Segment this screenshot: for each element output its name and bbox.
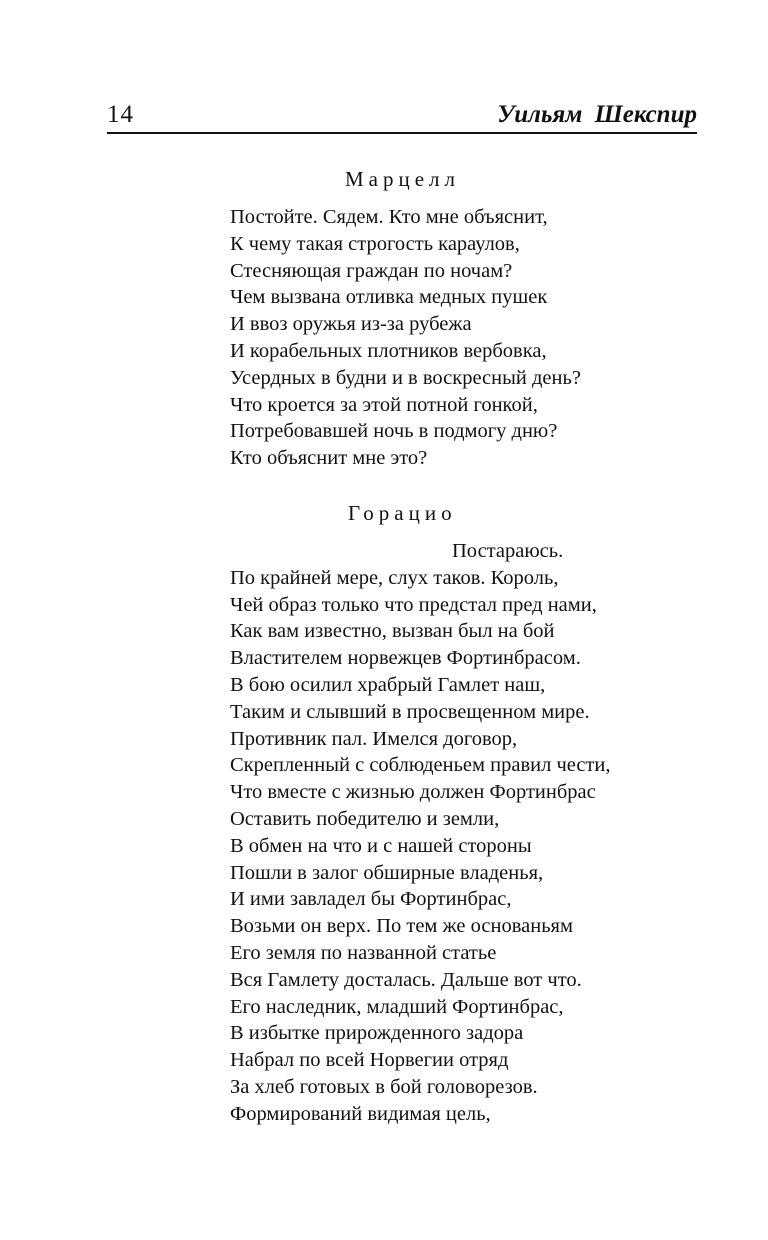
verse-line: Его земля по названной статье [230, 941, 497, 964]
verse-line: Постойте. Сядем. Кто мне объяснит, [230, 206, 548, 228]
verse-line: Усердных в будни и в воскресный день? [230, 366, 581, 389]
verse-line: Набрал по всей Норвегии отряд [230, 1049, 509, 1072]
verse-line: По крайней мере, слух таков. Король, [230, 566, 559, 589]
running-header [107, 98, 697, 134]
verse-line: Как вам известно, вызван был на бой [230, 620, 555, 643]
running-title: Уильям Шекспир [497, 101, 697, 128]
verse-line: К чему такая строгость караулов, [230, 232, 520, 255]
verse-line: Скрепленный с соблюденьем правил чести, [230, 754, 611, 777]
verse-line: Что вместе с жизнью должен Фортинбрас [230, 781, 596, 804]
verse-line: Властителем норвежцев Фортинбрасом. [230, 647, 581, 670]
verse-line: Таким и слывший в просвещенном мире. [230, 700, 590, 723]
verse-line: Чей образ только что предстал пред нами, [230, 593, 597, 616]
verse-line: Возьми он верх. По тем же основаньям [230, 915, 573, 938]
page-number: 14 [107, 101, 134, 128]
verse-line: В бою осилил храбрый Гамлет наш, [230, 673, 546, 696]
verse-line: В обмен на что и с нашей стороны [230, 834, 532, 857]
verse-line: И ими завладел бы Фортинбрас, [230, 888, 512, 911]
verse-line: В избытке прирожденного задора [230, 1022, 524, 1045]
verse-block [230, 538, 611, 1128]
verse-line: Кто объяснит мне это? [230, 447, 428, 470]
verse-line: Противник пал. Имелся договор, [230, 727, 518, 750]
speaker-name: Марцелл [345, 167, 461, 191]
verse-line: Постараюсь. [452, 540, 564, 562]
verse-line: Пошли в залог обширные владенья, [230, 861, 544, 884]
verse-block [230, 204, 581, 472]
verse-line: Потребовавшей ночь в подмогу дню? [230, 420, 558, 443]
verse-line: Оставить победителю и земли, [230, 807, 500, 830]
verse-line: Вся Гамлету досталась. Дальше вот что. [230, 968, 582, 991]
verse-line: За хлеб готовых в бой головорезов. [230, 1075, 538, 1098]
speaker-name: Горацио [348, 501, 457, 525]
verse-line: Стесняющая граждан по ночам? [230, 259, 513, 282]
verse-line: Формирований видимая цель, [230, 1102, 491, 1125]
verse-line: Что кроется за этой потной гонкой, [230, 393, 538, 416]
verse-line: И ввоз оружья из-за рубежа [230, 313, 472, 336]
verse-line: И корабельных плотников вербовка, [230, 339, 547, 362]
verse-line: Его наследник, младший Фортинбрас, [230, 995, 564, 1018]
verse-line: Чем вызвана отливка медных пушек [230, 286, 548, 309]
